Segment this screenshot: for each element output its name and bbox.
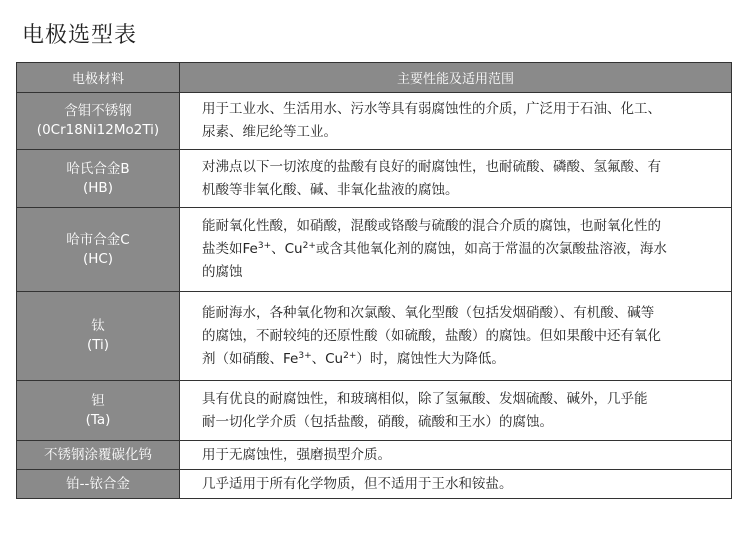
material-code: (Ti)	[86, 337, 110, 353]
text-segment: ）时，腐蚀性大为降低。	[356, 350, 505, 367]
properties-cell	[180, 208, 732, 292]
superscript: 2+	[343, 350, 357, 361]
properties-line: 几乎适用于所有化学物质，但不适用于王水和铵盐。	[202, 475, 513, 492]
table-row	[17, 150, 732, 208]
material-name: 哈氏合金B	[66, 160, 130, 177]
properties-line: 能耐海水，各种氧化物和次氯酸、氧化型酸（包括发烟硝酸）、有机酸、碱等	[202, 304, 655, 321]
properties-line: 耐一切化学介质（包括盐酸，硝酸，硫酸和王水）的腐蚀。	[202, 413, 553, 430]
material-name: 哈市合金C	[66, 231, 130, 248]
properties-cell	[180, 93, 732, 150]
header-properties: 主要性能及适用范围	[180, 63, 732, 93]
properties-line	[202, 238, 717, 261]
material-cell	[17, 381, 180, 441]
table-row	[17, 381, 732, 441]
properties-line: 的腐蚀	[202, 264, 243, 280]
text-segment: 或含其他氧化剂的腐蚀，如高于常温的次氯酸盐溶液，海水	[315, 241, 667, 257]
properties-cell	[180, 470, 732, 499]
properties-line: 能耐氧化性酸，如硝酸，混酸或铬酸与硫酸的混合介质的腐蚀，也耐氧化性的	[202, 218, 661, 234]
table-header-row	[17, 63, 732, 93]
page-title: 电极选型表	[22, 23, 138, 48]
material-code: (HC)	[82, 250, 114, 267]
properties-line: 的腐蚀，不耐较纯的还原性酸（如硫酸，盐酸）的腐蚀。但如果酸中还有氧化	[202, 327, 661, 344]
text-segment: 、Cu	[311, 350, 344, 367]
properties-line: 具有优良的耐腐蚀性，和玻璃相似，除了氢氟酸、发烟硫酸、碱外，几乎能	[202, 390, 648, 407]
superscript: 3+	[257, 241, 272, 251]
material-cell	[17, 208, 180, 292]
material-name: 不锈钢涂覆碳化钨	[44, 446, 152, 463]
properties-line: 机酸等非氧化酸、碱、非氧化盐液的腐蚀。	[202, 181, 459, 198]
properties-cell	[180, 381, 732, 441]
material-name: 钽	[91, 392, 105, 409]
table-row	[17, 208, 732, 292]
properties-line: 用于无腐蚀性，强磨损型介质。	[202, 446, 391, 463]
text-segment: 盐类如Fe	[202, 241, 258, 257]
properties-cell	[180, 150, 732, 208]
material-cell	[17, 150, 180, 208]
material-code: (0Cr18Ni12Mo2Ti)	[36, 122, 160, 138]
properties-line: 对沸点以下一切浓度的盐酸有良好的耐腐蚀性，也耐硫酸、磷酸、氢氟酸、有	[202, 158, 661, 175]
material-code: (Ta)	[85, 411, 111, 428]
electrode-selection-table	[16, 62, 732, 499]
properties-line: 用于工业水、生活用水、污水等具有弱腐蚀性的介质，广泛用于石油、化工、	[202, 101, 661, 117]
properties-line	[202, 348, 717, 371]
header-material: 电极材料	[17, 63, 180, 93]
material-name: 钛	[91, 318, 105, 334]
material-cell	[17, 292, 180, 381]
properties-cell	[180, 292, 732, 381]
material-cell	[17, 441, 180, 470]
material-name: 铂--铱合金	[66, 475, 130, 492]
superscript: 2+	[302, 241, 316, 251]
material-cell	[17, 470, 180, 499]
material-name: 含钼不锈钢	[64, 103, 132, 119]
superscript: 3+	[298, 350, 312, 361]
text-segment: 剂（如硝酸、Fe	[202, 350, 299, 367]
table-row	[17, 470, 732, 499]
table-row	[17, 441, 732, 470]
text-segment: 、Cu	[271, 241, 303, 257]
material-code: (HB)	[83, 179, 113, 196]
properties-cell	[180, 441, 732, 470]
properties-line: 尿素、维尼纶等工业。	[202, 124, 337, 140]
table-row	[17, 93, 732, 150]
table-row	[17, 292, 732, 381]
material-cell	[17, 93, 180, 150]
